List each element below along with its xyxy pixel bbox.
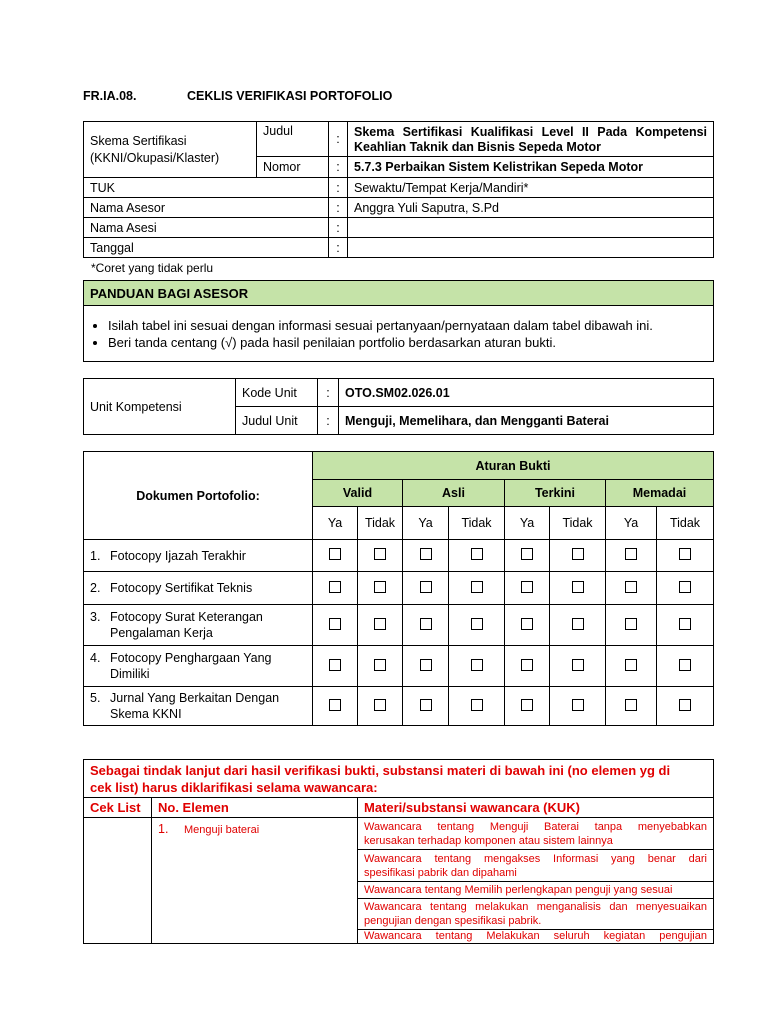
col-no-elemen: No. Elemen — [152, 798, 358, 818]
doc-name: Fotocopy Ijazah Terakhir — [110, 548, 246, 563]
checkbox[interactable] — [471, 581, 483, 593]
asesi-label: Nama Asesi — [84, 218, 329, 238]
checkbox[interactable] — [471, 699, 483, 711]
checkbox[interactable] — [329, 581, 341, 593]
elemen-num: 1. — [158, 822, 169, 836]
tuk-label: TUK — [84, 178, 329, 198]
col-tidak: Tidak — [657, 507, 714, 540]
doc-cell — [84, 687, 313, 726]
table-row — [84, 646, 714, 687]
tanggal-label: Tanggal — [84, 238, 329, 258]
info-table — [83, 121, 714, 258]
checkbox[interactable] — [572, 548, 584, 560]
row-num: 1. — [90, 548, 101, 563]
panduan-title: PANDUAN BAGI ASESOR — [84, 281, 714, 306]
unit-label: Unit Kompetensi — [84, 379, 236, 435]
unit-table — [83, 378, 714, 435]
row-num: 4. — [90, 651, 101, 665]
checkbox[interactable] — [329, 659, 341, 671]
group-valid: Valid — [313, 480, 403, 507]
checkbox[interactable] — [625, 618, 637, 630]
followup-heading — [84, 760, 714, 798]
elemen-cell — [152, 818, 358, 944]
doc-name-2: Skema KKNI — [110, 707, 182, 721]
doc-cell — [84, 572, 313, 605]
aturan-bukti: Aturan Bukti — [313, 452, 714, 480]
colon: : — [318, 379, 339, 407]
checkbox[interactable] — [420, 548, 432, 560]
colon: : — [329, 238, 348, 258]
table-row — [84, 687, 714, 726]
colon: : — [318, 407, 339, 435]
group-asli: Asli — [403, 480, 505, 507]
ceklist-cell — [84, 818, 152, 944]
col-tidak: Tidak — [449, 507, 505, 540]
checkbox[interactable] — [521, 581, 533, 593]
skema-sub: (KKNI/Okupasi/Klaster) — [90, 150, 220, 165]
col-ya: Ya — [403, 507, 449, 540]
checkbox[interactable] — [374, 548, 386, 560]
doc-name: Jurnal Yang Berkaitan Dengan — [110, 691, 280, 705]
col-ya: Ya — [313, 507, 358, 540]
followup-line2: cek list) harus diklarifikasi selama wawancara: — [90, 780, 378, 795]
checkbox[interactable] — [521, 699, 533, 711]
doc-cell — [84, 540, 313, 572]
doc-cell — [84, 646, 313, 687]
col-tidak: Tidak — [550, 507, 606, 540]
col-ya: Ya — [505, 507, 550, 540]
table-row — [84, 572, 714, 605]
checkbox[interactable] — [679, 618, 691, 630]
checkbox[interactable] — [329, 618, 341, 630]
checkbox[interactable] — [521, 659, 533, 671]
checkbox[interactable] — [679, 581, 691, 593]
col-tidak: Tidak — [358, 507, 403, 540]
checkbox[interactable] — [374, 618, 386, 630]
form-code: FR.IA.08. — [83, 89, 137, 103]
panduan-body — [84, 306, 714, 362]
checkbox[interactable] — [572, 699, 584, 711]
colon: : — [329, 157, 348, 178]
checkbox[interactable] — [420, 618, 432, 630]
judul-label: Judul — [257, 122, 329, 157]
table-row — [84, 540, 714, 572]
skema-cell — [84, 122, 257, 178]
checkbox[interactable] — [374, 581, 386, 593]
nomor-label: Nomor — [257, 157, 329, 178]
checkbox[interactable] — [471, 659, 483, 671]
panduan-table — [83, 280, 714, 362]
kuk-item: Wawancara tentang Memilih perlengkapan penguji yang sesuai — [358, 882, 714, 899]
checkbox[interactable] — [374, 699, 386, 711]
checkbox[interactable] — [329, 548, 341, 560]
checkbox[interactable] — [521, 548, 533, 560]
note: *Coret yang tidak perlu — [91, 261, 214, 275]
judul-value: Skema Sertifikasi Kualifikasi Level II Pada Kompetensi Keahlian Taknik dan Bisnis Sepeda Motor — [348, 122, 714, 157]
checkbox[interactable] — [374, 659, 386, 671]
colon: : — [329, 178, 348, 198]
doc-name: Fotocopy Sertifikat Teknis — [110, 581, 253, 595]
checkbox[interactable] — [625, 699, 637, 711]
kuk-item: Wawancara tentang mengakses Informasi yang benar dari spesifikasi pabrik dan dipahami — [358, 850, 714, 882]
kode-value: OTO.SM02.026.01 — [339, 379, 714, 407]
checkbox[interactable] — [679, 699, 691, 711]
doc-name-2: Dimiliki — [110, 667, 150, 681]
doc-name: Fotocopy Penghargaan Yang — [110, 651, 272, 665]
doc-name-2: Pengalaman Kerja — [110, 626, 213, 640]
row-num: 3. — [90, 610, 101, 624]
colon: : — [329, 198, 348, 218]
group-terkini: Terkini — [505, 480, 606, 507]
checkbox[interactable] — [572, 618, 584, 630]
judul-unit-value: Menguji, Memelihara, dan Mengganti Baterai — [339, 407, 714, 435]
row-num: 2. — [90, 581, 101, 595]
portfolio-table — [83, 451, 714, 726]
panduan-item: • Beri tanda centang (√) pada hasil penilaian portfolio berdasarkan aturan bukti. — [108, 334, 707, 351]
followup-table — [83, 759, 714, 944]
checkbox[interactable] — [329, 699, 341, 711]
checkbox[interactable] — [471, 548, 483, 560]
checkbox[interactable] — [679, 659, 691, 671]
followup-line1: Sebagai tindak lanjut dari hasil verifikasi bukti, substansi materi di bawah ini (no elemen yg di — [90, 763, 671, 778]
col-cek-list: Cek List — [84, 798, 152, 818]
checkbox[interactable] — [420, 659, 432, 671]
asesor-label: Nama Asesor — [84, 198, 329, 218]
checkbox[interactable] — [420, 581, 432, 593]
colon: : — [329, 218, 348, 238]
skema-label: Skema Sertifikasi — [90, 133, 187, 148]
form-title: CEKLIS VERIFIKASI PORTOFOLIO — [187, 89, 393, 103]
checkbox[interactable] — [625, 659, 637, 671]
checkbox[interactable] — [420, 699, 432, 711]
checkbox[interactable] — [521, 618, 533, 630]
group-memadai: Memadai — [606, 480, 714, 507]
checkbox[interactable] — [572, 659, 584, 671]
checkbox[interactable] — [625, 581, 637, 593]
elemen-name: Menguji baterai — [184, 824, 260, 836]
nomor-value: 5.7.3 Perbaikan Sistem Kelistrikan Sepeda Motor — [348, 157, 714, 178]
kuk-item: Wawancara tentang Menguji Baterai tanpa menyebabkan kerusakan terhadap komponen atau sistem lainnya — [358, 818, 714, 850]
col-materi: Materi/substansi wawancara (KUK) — [358, 798, 714, 818]
checkbox[interactable] — [679, 548, 691, 560]
judul-unit-label: Judul Unit — [236, 407, 318, 435]
checkbox[interactable] — [625, 548, 637, 560]
panduan-item: • Isilah tabel ini sesuai dengan informasi sesuai pertanyaan/pernyataan dalam tabel dibawah ini. — [108, 317, 707, 334]
row-num: 5. — [90, 691, 101, 705]
asesor-value: Anggra Yuli Saputra, S.Pd — [348, 198, 714, 218]
checkbox[interactable] — [471, 618, 483, 630]
tuk-value: Sewaktu/Tempat Kerja/Mandiri* — [348, 178, 714, 198]
doc-name: Fotocopy Surat Keterangan — [110, 610, 263, 624]
table-row — [84, 605, 714, 646]
colon: : — [329, 122, 348, 157]
col-ya: Ya — [606, 507, 657, 540]
kode-label: Kode Unit — [236, 379, 318, 407]
kuk-item: Wawancara tentang melakukan menganalisis dan menyesuaikan pengujian dengan spesifikasi pabrik. — [358, 899, 714, 930]
dokumen-label: Dokumen Portofolio: — [84, 452, 313, 540]
tanggal-value — [348, 238, 714, 258]
kuk-item: Wawancara tentang Melakukan seluruh kegiatan pengujian — [358, 930, 714, 944]
checkbox[interactable] — [572, 581, 584, 593]
asesi-value — [348, 218, 714, 238]
doc-cell — [84, 605, 313, 646]
